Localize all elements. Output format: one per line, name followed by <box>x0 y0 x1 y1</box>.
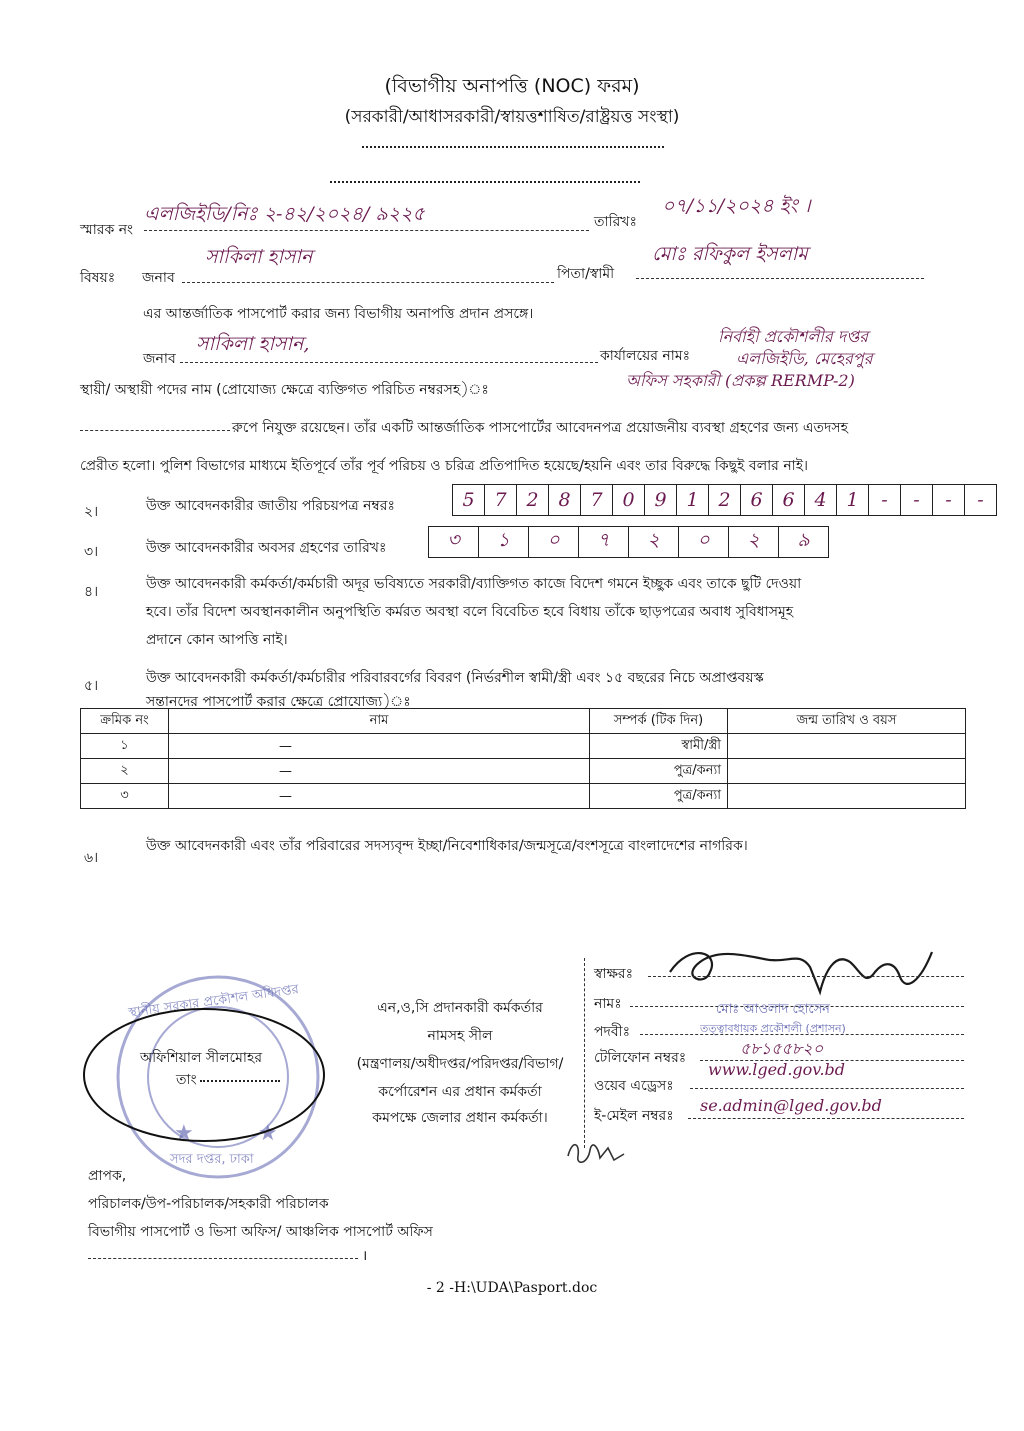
memo-date: ০৭/১১/২০২৪ ইং । <box>662 195 811 217</box>
father-label: পিতা/স্বামী <box>557 266 615 282</box>
date-label: তারিখঃ <box>594 214 637 230</box>
nid-digit: 1 <box>677 485 709 515</box>
nid-digit: 4 <box>805 485 837 515</box>
post-value: অফিস সহকারী (প্রকল্প RERMP-2) <box>626 371 855 390</box>
retire-label: উক্ত আবেদনকারীর অবসর গ্রহণের তারিখঃ <box>146 540 387 556</box>
web-line <box>690 1088 964 1089</box>
retire-date-digit: ০ <box>679 527 729 557</box>
row-serial: ৩ <box>81 784 169 809</box>
nid-digit: - <box>869 485 901 515</box>
nid-digit: 2 <box>709 485 741 515</box>
seal-label: অফিশিয়াল সীলমোহর <box>140 1050 263 1066</box>
father-line <box>636 278 924 279</box>
recipient-blank-line <box>88 1258 358 1259</box>
form-title: (বিভাগীয় অনাপত্তি (NOC) ফরম) <box>384 75 640 97</box>
nid-digit: 8 <box>549 485 581 515</box>
nid-digit: 7 <box>581 485 613 515</box>
officer-note-2: নামসহ সীল <box>427 1028 493 1044</box>
row-relation: পুত্র/কন্যা <box>590 759 728 784</box>
header-dots <box>362 146 664 148</box>
table-row <box>81 784 966 809</box>
subject-label: বিষয়ঃ <box>80 270 116 286</box>
row-serial: ২ <box>81 759 169 784</box>
nid-digit: 0 <box>613 485 645 515</box>
nid-digit: - <box>977 489 984 511</box>
email-label: ই-মেইল নম্বরঃ <box>594 1108 674 1124</box>
item-4-number: ৪। <box>84 584 99 600</box>
col-dob: জন্ম তারিখ ও বয়স <box>728 709 966 734</box>
item-2-number: ২। <box>84 504 99 520</box>
family-table <box>80 708 966 809</box>
family-table-header <box>81 709 966 734</box>
signature-label: স্বাক্ষরঃ <box>594 966 634 982</box>
office-name-2: এলজিইডি, মেহেরপুর <box>736 349 873 368</box>
name-label: নামঃ <box>594 996 622 1012</box>
svg-text:★: ★ <box>258 1121 278 1146</box>
seal-oval <box>80 1005 328 1145</box>
nid-digit: - <box>933 485 965 515</box>
recipient-blank-end: । <box>362 1248 368 1264</box>
retire-date-digit: ৯ <box>797 529 810 551</box>
nid-label: উক্ত আবেদনকারীর জাতীয় পরিচয়পত্র নম্বরঃ <box>146 498 395 514</box>
table-row <box>81 759 966 784</box>
handwritten-signature <box>660 932 940 1002</box>
retire-date-digit: ৭ <box>579 527 629 557</box>
officer-note-5: কমপক্ষে জেলার প্রধান কর্মকর্তা। <box>372 1110 548 1126</box>
col-relation: সম্পর্ক (টিক দিন) <box>590 709 728 734</box>
web-value: www.lged.gov.bd <box>708 1060 846 1079</box>
recipient-line-2: বিভাগীয় পাসপোর্ট ও ভিসা অফিস/ আঞ্চলিক পাসপোর্ট অফিস <box>88 1224 433 1240</box>
item-4-line-2: হবে। তাঁর বিদেশ অবস্থানকালীন অনুপস্থিতি কর্মরত অবস্থা বলে বিবেচিত হবে বিধায় তাঁকে ছাড়পত্রের অবাধ সুবিধাসমূহ <box>146 604 794 620</box>
nid-digit: 5 <box>453 485 485 515</box>
nid-digit: - <box>901 485 933 515</box>
retire-date-boxes <box>428 526 829 558</box>
col-serial: ক্রমিক নং <box>81 709 169 734</box>
office-name-1: নির্বাহী প্রকৌশলীর দপ্তর <box>718 327 869 346</box>
nid-digit: 1 <box>837 485 869 515</box>
row-serial: ১ <box>81 734 169 759</box>
memo-dots-top <box>330 181 640 183</box>
recipient-label: প্রাপক, <box>88 1168 127 1184</box>
memo-label: স্মারক নং <box>80 222 134 238</box>
memo-line <box>144 230 589 231</box>
signature-divider <box>584 958 585 1148</box>
applicant-name: সাকিলা হাসান, <box>196 333 310 355</box>
web-label: ওয়েব এড্রেসঃ <box>594 1078 674 1094</box>
item-4-line-1: উক্ত আবেদনকারী কর্মকর্তা/কর্মচারী অদূর ভবিষ্যতে সরকারী/ব্যাক্তিগত কাজে বিদেশ গমনে ইচ্ছুক এবং তাকে ছুটি দেওয়া <box>146 576 802 592</box>
phone-value: ৫৮১৫৫৮২০ <box>740 1039 824 1058</box>
seal-date-label: তাং <box>176 1072 197 1088</box>
row-relation: পুত্র/কন্যা <box>590 784 728 809</box>
row-dob <box>728 759 966 784</box>
form-subtitle: (সরকারী/আধাসরকারী/স্বায়ত্তশাষিত/রাষ্ট্রয়ত্ত সংস্থা) <box>344 107 680 127</box>
item-5-number: ৫। <box>84 678 99 694</box>
post-line <box>80 430 230 431</box>
retire-date-digit: ১ <box>479 527 529 557</box>
retire-date-digit: ০ <box>529 527 579 557</box>
designation-label: পদবীঃ <box>594 1024 631 1040</box>
officer-note-3: (মন্ত্রণালয়/অধীদপ্তর/পরিদপ্তর/বিভাগ/ <box>356 1056 564 1072</box>
memo-number: এলজিইডি/নিঃ ২-৪২/২০২৪/ ৯২২৫ <box>144 203 425 225</box>
footer-path: - 2 -H:\UDA\Pasport.doc <box>426 1280 598 1296</box>
retire-date-digit: ২ <box>629 527 679 557</box>
recipient-line-1: পরিচালক/উপ-পরিচালক/সহকারী পরিচালক <box>88 1196 329 1212</box>
item-5-line-2: সন্তানদের পাসপোর্ট করার ক্ষেত্রে প্রোযোজ্য)ঃ <box>146 694 411 710</box>
email-value: se.admin@lged.gov.bd <box>700 1096 882 1115</box>
row-name: — <box>169 759 590 784</box>
item-3-number: ৩। <box>84 544 99 560</box>
subject-name-line <box>182 282 554 283</box>
post-label: স্থায়ী/ অস্থায়ী পদের নাম (প্রোযোজ্য ক্ষেত্রে ব্যক্তিগত পরিচিত নম্বরসহ)ঃ <box>80 382 489 398</box>
email-line <box>688 1118 964 1119</box>
nid-digit: 6 <box>773 485 805 515</box>
stamp-bottom-text: সদর দপ্তর, ঢাকা <box>170 1152 254 1167</box>
row-dob <box>728 784 966 809</box>
office-label: কার্যালয়ের নামঃ <box>600 348 691 364</box>
appointed-text: রুপে নিযুক্ত রয়েছেন। তাঁর একটি আন্তর্জাতিক পাসপোর্টের আবেদনপত্র প্রয়োজনীয় ব্যবস্থা গ্রহণের জন্য এতদসহ <box>232 420 848 436</box>
row-name: — <box>169 784 590 809</box>
sent-text: প্রেরীত হলো। পুলিশ বিভাগের মাধ্যমে ইতিপূর্বে তাঁর পূর্ব পরিচয় ও চরিত্র প্রতিপাদিত হয়েছে/হয়নি এবং তার বিরুদ্ধে কিছুই বলার নাই। <box>80 458 809 474</box>
row-relation: স্বামী/স্ত্রী <box>590 734 728 759</box>
subject-line: এর আন্তর্জাতিক পাসপোর্ট করার জন্য বিভাগীয় অনাপত্তি প্রদান প্রসঙ্গে। <box>143 306 534 322</box>
phone-label: টেলিফোন নম্বরঃ <box>594 1050 687 1066</box>
seal-date-dots <box>200 1080 280 1082</box>
name-stamp-value: মোঃ আওলাদ হোসেন <box>716 1002 830 1017</box>
item-6-number: ৬। <box>84 850 99 866</box>
item-6-text: উক্ত আবেদনকারী এবং তাঁর পরিবারের সদস্যবৃন্দ ইচ্ছা/নিবেশাধিকার/জন্মসূত্রে/বংশসূত্রে বাংলাদেশের নাগরিক। <box>146 838 748 854</box>
signature-line <box>648 976 964 977</box>
applicant-janab: জনাব <box>143 351 176 367</box>
svg-text:★: ★ <box>174 1121 194 1146</box>
nid-digit: 2 <box>517 485 549 515</box>
item-4-line-3: প্রদানে কোন আপত্তি নাই। <box>146 632 288 648</box>
retire-date-digit: ২ <box>729 527 779 557</box>
officer-note-4: কর্পোরেশন এর প্রধান কর্মকর্তা <box>378 1084 542 1100</box>
row-dob <box>728 734 966 759</box>
stamp-top-text: স্থানীয় সরকার প্রকৌশল অধিদপ্তর <box>127 982 300 1021</box>
col-name: নাম <box>169 709 590 734</box>
nid-digit: 9 <box>645 485 677 515</box>
officer-note-1: এন,ও,সি প্রদানকারী কর্মকর্তার <box>377 1000 543 1016</box>
subject-name: সাকিলা হাসান <box>205 246 313 268</box>
father-name: মোঃ রফিকুল ইসলাম <box>652 243 808 265</box>
designation-stamp-value: তত্ত্বাবধায়ক প্রকৌশলী (প্রশাসন) <box>700 1022 846 1035</box>
retire-date-digit: ৩ <box>429 527 479 557</box>
item-5-line-1: উক্ত আবেদনকারী কর্মকর্তা/কর্মচারীর পরিবারবর্গের বিবরণ (নির্ভরশীল স্বামী/স্ত্রী এবং ১৫ বছরের নিচে অপ্রাপ্তবয়স্ক <box>146 670 764 686</box>
applicant-line <box>180 362 598 363</box>
nid-digit: 6 <box>741 485 773 515</box>
row-name: — <box>169 734 590 759</box>
table-row <box>81 734 966 759</box>
initials-scribble <box>562 1134 632 1170</box>
nid-boxes <box>452 484 997 516</box>
subject-prefix: জনাব <box>142 270 175 286</box>
nid-digit: 7 <box>485 485 517 515</box>
